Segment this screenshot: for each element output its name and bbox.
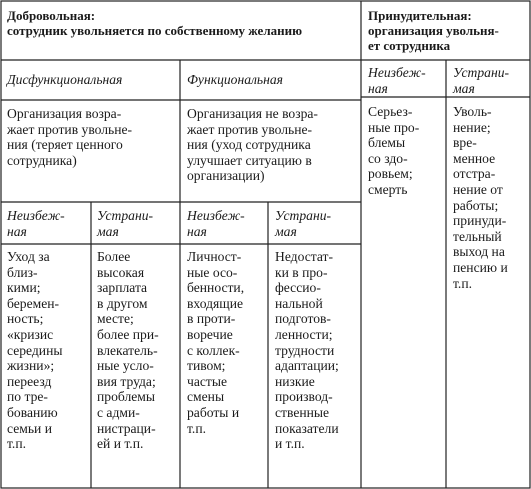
dysfunctional-label: Дисфункциональная — [7, 72, 123, 87]
functional-label: Функциональная — [187, 72, 283, 87]
functional-description: Организация не возра- жает против увольне- ния (уход сотрудника улучшает ситуацию в организации) — [187, 106, 318, 184]
dys-unavoidable-text: Уход за близ- кими; беремен- ность; «кризис середины жизни»; переезд по тре- бованию семьи и т.п. — [7, 249, 63, 452]
voluntary-header: Добровольная: сотрудник увольняется по собственному желанию — [7, 8, 303, 38]
dys-avoidable-label: Устрани- мая — [97, 208, 154, 239]
func-unavoidable-label: Неизбеж- ная — [187, 208, 245, 239]
func-unavoidable-text: Личност- ные осо- бенности, входящие в проти- воречие с коллек- тивом; частые смены работы и т.п. — [187, 249, 245, 436]
dys-avoidable-text: Более высокая зарплата в другом месте; более при- влекатель- ные усло- вия труда; проблемы с адми- нистраци- ей и т.п. — [97, 249, 159, 452]
dysfunctional-description: Организация возра- жает против увольне- ния (теряет ценного сотрудника) — [7, 106, 133, 168]
func-avoidable-label: Устрани- мая — [275, 208, 332, 239]
forced-unavoidable-label: Неизбеж- ная — [368, 65, 426, 96]
func-avoidable-text: Недостат- ки в про- фессио- нальной подготов- ленности; трудности адаптации; низкие производ- ственные показатели и т.п. — [275, 249, 339, 452]
forced-header: Принудительная: организация увольня- ет сотрудника — [368, 8, 499, 53]
dys-unavoidable-label: Неизбеж- ная — [7, 208, 65, 239]
forced-avoidable-text: Уволь- нение; вре- менное отстра- нение от работы; принуди- тельный выход на пенсию и т.п. — [453, 104, 508, 291]
forced-unavoidable-text: Серьез- ные про- блемы со здо- ровьем; смерть — [368, 104, 420, 197]
forced-avoidable-label: Устрани- мая — [453, 65, 510, 96]
